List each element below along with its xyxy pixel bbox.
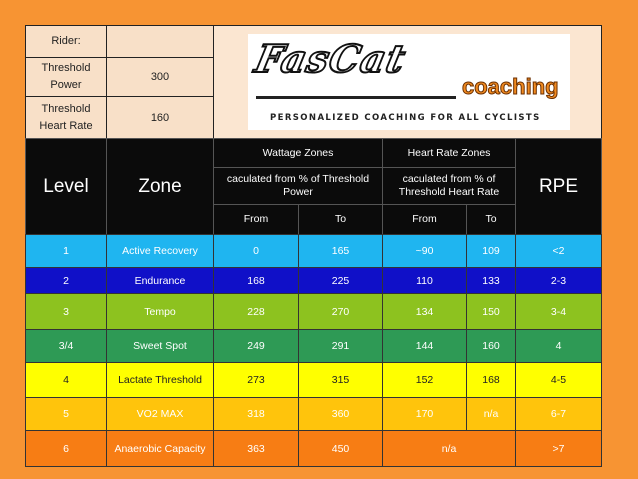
row-5-w-to: 315 xyxy=(298,362,383,398)
row-3-hr-from: 134 xyxy=(382,293,467,330)
row-5-hr-to: 168 xyxy=(466,362,516,398)
threshold-hr-label: Threshold Heart Rate xyxy=(25,96,107,139)
row-5-hr-from: 152 xyxy=(382,362,467,398)
zones-sheet xyxy=(25,25,602,455)
row-3-hr-to: 150 xyxy=(466,293,516,330)
rider-value[interactable] xyxy=(106,25,214,58)
row-5-level: 4 xyxy=(25,362,107,398)
row-4-rpe: 4 xyxy=(515,329,602,363)
row-4-hr-to: 160 xyxy=(466,329,516,363)
threshold-hr-value[interactable]: 160 xyxy=(106,96,214,139)
row-7-w-to: 450 xyxy=(298,430,383,467)
header-level: Level xyxy=(25,138,107,235)
row-6-w-from: 318 xyxy=(213,397,299,431)
row-3-w-from: 228 xyxy=(213,293,299,330)
row-2-w-from: 168 xyxy=(213,267,299,294)
header-wattage-note: caculated from % of Threshold Power xyxy=(213,167,383,205)
row-6-zone: VO2 MAX xyxy=(106,397,214,431)
row-5-w-from: 273 xyxy=(213,362,299,398)
header-wattage-zones: Wattage Zones xyxy=(213,138,383,168)
row-4-level: 3/4 xyxy=(25,329,107,363)
row-4-w-to: 291 xyxy=(298,329,383,363)
logo-tagline: PERSONALIZED COACHING FOR ALL CYCLISTS xyxy=(270,113,541,123)
rider-label: Rider: xyxy=(25,25,107,58)
row-3-level: 3 xyxy=(25,293,107,330)
row-3-zone: Tempo xyxy=(106,293,214,330)
header-hr-from: From xyxy=(382,204,467,235)
row-2-zone: Endurance xyxy=(106,267,214,294)
row-7-hr-merged: n/a xyxy=(382,430,516,467)
row-6-level: 5 xyxy=(25,397,107,431)
header-watt-to: To xyxy=(298,204,383,235)
row-3-rpe: 3-4 xyxy=(515,293,602,330)
logo-swoosh xyxy=(256,96,456,99)
header-hr-note: caculated from % of Threshold Heart Rate xyxy=(382,167,516,205)
row-5-rpe: 4-5 xyxy=(515,362,602,398)
row-2-w-to: 225 xyxy=(298,267,383,294)
row-7-level: 6 xyxy=(25,430,107,467)
threshold-power-value[interactable]: 300 xyxy=(106,57,214,97)
row-1-hr-to: 109 xyxy=(466,234,516,268)
row-1-hr-from: ~90 xyxy=(382,234,467,268)
row-7-zone: Anaerobic Capacity xyxy=(106,430,214,467)
row-2-rpe: 2-3 xyxy=(515,267,602,294)
row-3-w-to: 270 xyxy=(298,293,383,330)
row-5-zone: Lactate Threshold xyxy=(106,362,214,398)
row-4-w-from: 249 xyxy=(213,329,299,363)
fascat-logo xyxy=(248,34,570,130)
threshold-power-label: Threshold Power xyxy=(25,57,107,97)
row-6-w-to: 360 xyxy=(298,397,383,431)
header-hr-zones: Heart Rate Zones xyxy=(382,138,516,168)
row-2-hr-from: 110 xyxy=(382,267,467,294)
logo-sub: coaching xyxy=(462,74,559,99)
row-2-level: 2 xyxy=(25,267,107,294)
row-6-hr-to: n/a xyxy=(466,397,516,431)
header-watt-from: From xyxy=(213,204,299,235)
row-4-hr-from: 144 xyxy=(382,329,467,363)
logo-brand: FasCat xyxy=(251,36,411,81)
row-6-rpe: 6-7 xyxy=(515,397,602,431)
header-hr-to: To xyxy=(466,204,516,235)
row-1-w-to: 165 xyxy=(298,234,383,268)
row-6-hr-from: 170 xyxy=(382,397,467,431)
header-zone: Zone xyxy=(106,138,214,235)
row-7-rpe: >7 xyxy=(515,430,602,467)
row-1-rpe: <2 xyxy=(515,234,602,268)
row-4-zone: Sweet Spot xyxy=(106,329,214,363)
header-rpe: RPE xyxy=(515,138,602,235)
row-7-w-from: 363 xyxy=(213,430,299,467)
row-1-level: 1 xyxy=(25,234,107,268)
logo-panel xyxy=(213,25,602,139)
row-1-zone: Active Recovery xyxy=(106,234,214,268)
row-1-w-from: 0 xyxy=(213,234,299,268)
row-2-hr-to: 133 xyxy=(466,267,516,294)
